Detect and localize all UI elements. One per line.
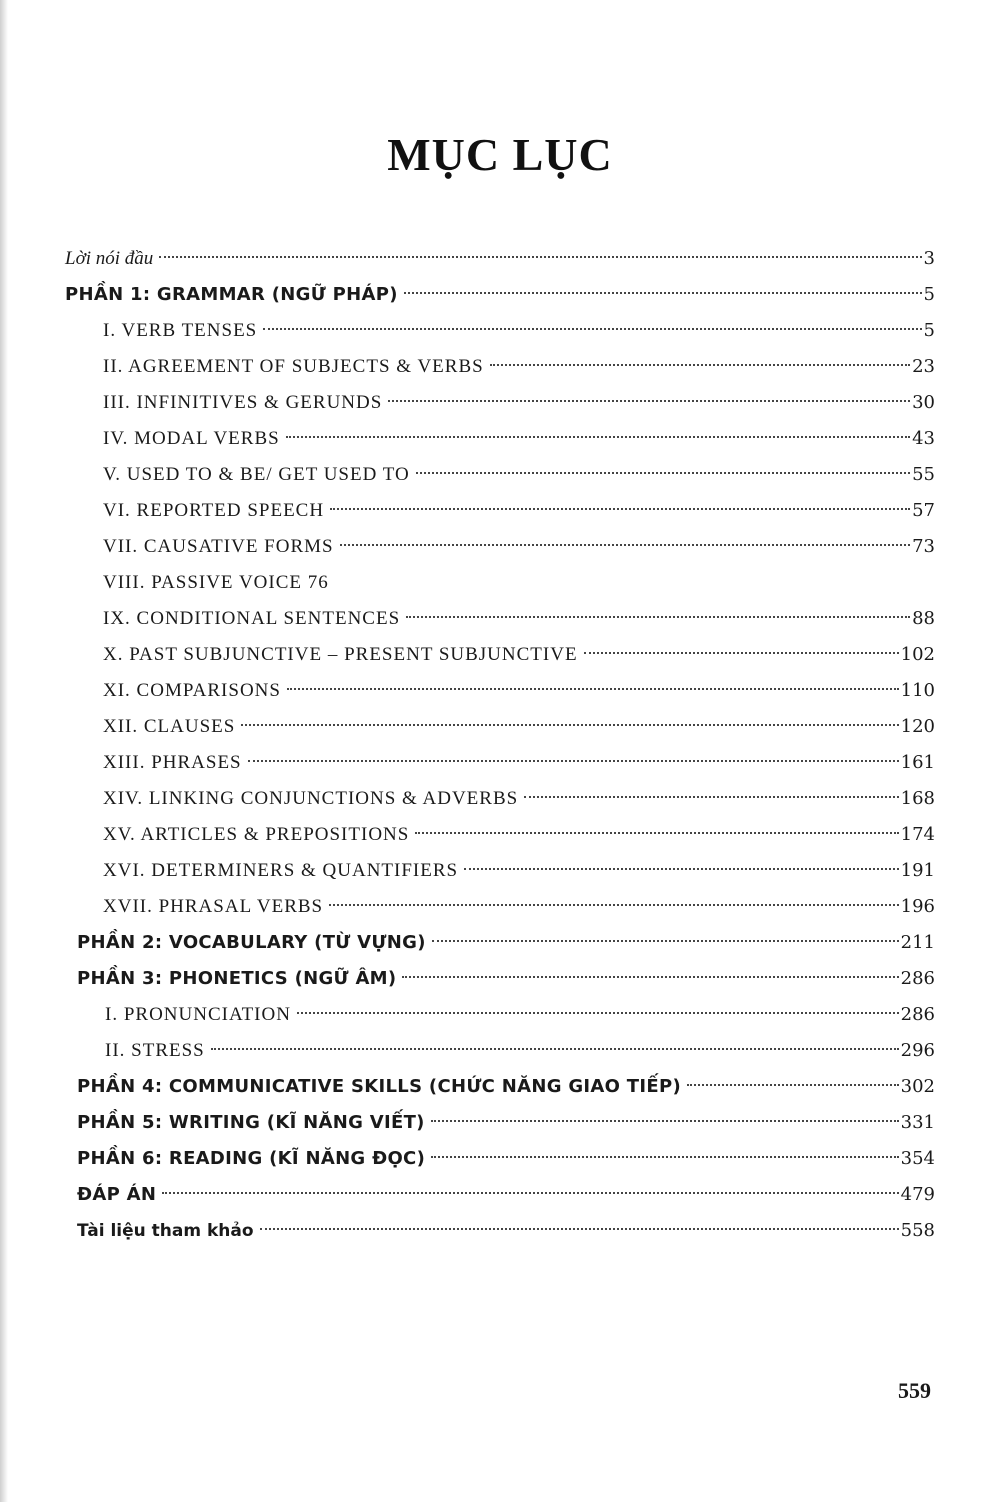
toc-entry-label: Lời nói đầu (65, 248, 154, 269)
toc-entry-stress[interactable] (105, 1036, 935, 1066)
toc-entry-agreement[interactable] (103, 352, 935, 382)
dot-leader (415, 832, 898, 834)
dot-leader (340, 544, 910, 546)
dot-leader (406, 616, 910, 618)
toc-entry-page: 296 (900, 1040, 935, 1061)
toc-entry-page: 196 (900, 896, 935, 917)
toc-entry-label: X. PAST SUBJUNCTIVE – PRESENT SUBJUNCTIVE (103, 644, 578, 665)
toc-entry-conditional[interactable] (103, 604, 935, 634)
toc-entry-references[interactable] (77, 1216, 935, 1246)
dot-leader (490, 364, 910, 366)
toc-entry-page: 120 (900, 716, 935, 737)
toc-entry-answers[interactable] (77, 1180, 935, 1210)
toc-entry-page: 73 (912, 536, 935, 557)
toc-entry-page: 302 (900, 1076, 935, 1097)
dot-leader (524, 796, 898, 798)
toc-entry-page: 110 (900, 680, 935, 701)
toc-entry-page: 191 (900, 860, 935, 881)
dot-leader (330, 508, 910, 510)
toc-entry-page: 23 (912, 356, 935, 377)
dot-leader (297, 1012, 899, 1014)
toc-entry-linking[interactable] (103, 784, 935, 814)
toc-entry-page: 5 (923, 284, 935, 305)
toc-entry-part-5[interactable] (77, 1108, 935, 1138)
toc-entry-label: ĐÁP ÁN (77, 1184, 157, 1205)
toc-entry-label: XVII. PHRASAL VERBS (103, 896, 324, 917)
dot-leader (260, 1228, 899, 1230)
toc-entry-pronunciation[interactable] (105, 1000, 935, 1030)
toc-entry-label: PHẦN 5: WRITING (KĨ NĂNG VIẾT) (77, 1112, 425, 1133)
toc-entry-label: II. AGREEMENT OF SUBJECTS & VERBS (103, 356, 484, 377)
toc-entry-passive-voice[interactable] (103, 568, 935, 598)
dot-leader (416, 472, 910, 474)
toc-entry-page: 286 (900, 1004, 935, 1025)
toc-entry-comparisons[interactable] (103, 676, 935, 706)
page-number: 559 (898, 1378, 931, 1403)
toc-entry-label: PHẦN 4: COMMUNICATIVE SKILLS (CHỨC NĂNG GIAO TIẾP) (77, 1076, 681, 1097)
toc-entry-clauses[interactable] (103, 712, 935, 742)
dot-leader (263, 328, 921, 330)
dot-leader (329, 904, 899, 906)
toc-entry-label: I. VERB TENSES (103, 320, 258, 341)
toc-entry-label: XII. CLAUSES (103, 716, 236, 737)
page-edge-shadow (0, 0, 8, 1502)
toc-entry-part-2[interactable] (77, 928, 935, 958)
toc-entry-label: VII. CAUSATIVE FORMS (103, 536, 334, 557)
toc-entry-label: IX. CONDITIONAL SENTENCES (103, 608, 401, 629)
toc-entry-label: XIV. LINKING CONJUNCTIONS & ADVERBS (103, 788, 519, 809)
toc-entry-page: 174 (900, 824, 935, 845)
toc-entry-page: 57 (912, 500, 935, 521)
toc-entry-articles[interactable] (103, 820, 935, 850)
toc-entry-part-3[interactable] (77, 964, 935, 994)
toc-entry-page: 354 (900, 1148, 935, 1169)
toc-entry-label: V. USED TO & BE/ GET USED TO (103, 464, 410, 485)
dot-leader (241, 724, 898, 726)
toc-entry-preface[interactable] (65, 244, 935, 274)
toc-entry-label: IV. MODAL VERBS (103, 428, 280, 449)
dot-leader (464, 868, 899, 870)
toc-entry-part-4[interactable] (77, 1072, 935, 1102)
toc-entry-page: 286 (900, 968, 935, 989)
toc-entry-verb-tenses[interactable] (103, 316, 935, 346)
dot-leader (211, 1048, 899, 1050)
toc-entry-determiners[interactable] (103, 856, 935, 886)
toc-entry-label: PHẦN 6: READING (KĨ NĂNG ĐỌC) (77, 1148, 426, 1169)
toc-entry-label: XI. COMPARISONS (103, 680, 281, 701)
dot-leader (159, 256, 921, 258)
toc-entry-label: VIII. PASSIVE VOICE 76 (103, 572, 329, 593)
toc-entry-causative[interactable] (103, 532, 935, 562)
toc-entry-modal-verbs[interactable] (103, 424, 935, 454)
dot-leader (431, 1120, 899, 1122)
toc-entry-page: 161 (900, 752, 935, 773)
toc-entry-page: 43 (912, 428, 935, 449)
toc-entry-label: VI. REPORTED SPEECH (103, 500, 325, 521)
toc-entry-page: 331 (900, 1112, 935, 1133)
toc-entry-label: Tài liệu tham khảo (77, 1221, 254, 1241)
dot-leader (402, 976, 898, 978)
dot-leader (687, 1084, 899, 1086)
toc-entry-part-6[interactable] (77, 1144, 935, 1174)
dot-leader (287, 688, 899, 690)
dot-leader (286, 436, 910, 438)
toc-entry-label: XVI. DETERMINERS & QUANTIFIERS (103, 860, 459, 881)
dot-leader (388, 400, 910, 402)
dot-leader (162, 1192, 898, 1194)
toc-entry-subjunctive[interactable] (103, 640, 935, 670)
toc-entry-page: 88 (912, 608, 935, 629)
toc-entry-used-to[interactable] (103, 460, 935, 490)
toc-entry-page: 30 (912, 392, 935, 413)
toc-entry-phrasal-verbs[interactable] (103, 892, 935, 922)
toc-entry-reported-speech[interactable] (103, 496, 935, 526)
dot-leader (431, 1156, 899, 1158)
toc-entry-label: XV. ARTICLES & PREPOSITIONS (103, 824, 410, 845)
toc-entry-page: 55 (912, 464, 935, 485)
toc-entry-phrases[interactable] (103, 748, 935, 778)
toc-entry-label: PHẦN 3: PHONETICS (NGỮ ÂM) (77, 968, 397, 989)
toc-entry-label: XIII. PHRASES (103, 752, 242, 773)
dot-leader (248, 760, 899, 762)
toc-entry-part-1[interactable] (65, 280, 935, 310)
toc-entry-label: I. PRONUNCIATION (105, 1004, 291, 1025)
toc-entry-label: PHẦN 2: VOCABULARY (TỪ VỰNG) (77, 932, 426, 953)
toc-entry-page: 479 (900, 1184, 935, 1205)
toc-entry-label: III. INFINITIVES & GERUNDS (103, 392, 383, 413)
toc-entry-infinitives[interactable] (103, 388, 935, 418)
dot-leader (584, 652, 899, 654)
toc-entry-page: 211 (900, 932, 935, 953)
toc-entry-page: 168 (900, 788, 935, 809)
toc-entry-page: 558 (900, 1220, 935, 1241)
toc-entry-page: 102 (900, 644, 935, 665)
toc-entry-label: II. STRESS (105, 1040, 205, 1061)
toc-entry-page: 5 (923, 320, 935, 341)
toc-entry-label: PHẦN 1: GRAMMAR (NGỮ PHÁP) (65, 284, 398, 305)
dot-leader (404, 292, 922, 294)
toc-title: MỤC LỤC (387, 129, 613, 180)
dot-leader (432, 940, 899, 942)
toc-entry-page: 3 (923, 248, 935, 269)
